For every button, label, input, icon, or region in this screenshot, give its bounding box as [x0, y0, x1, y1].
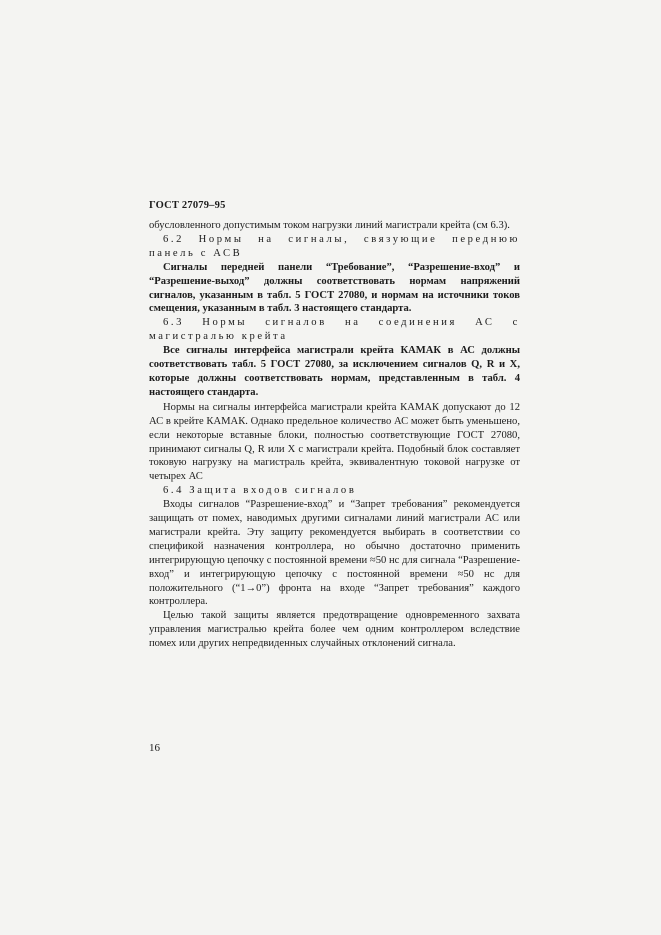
- section-heading-6-2: 6.2 Нормы на сигналы, связующие переднюю панель с АСВ: [149, 233, 520, 259]
- document-body: [149, 219, 520, 651]
- paragraph-input-protection: Входы сигналов “Разрешение-вход” и “Запрет требования” рекомендуется защищать от помех, наводимых другими сигналами линий магистрали АС или магистрали крейта. Эту защиту рекомендуется выбирать в соответствии со спецификой назначения контроллера, но обычно достаточно применить интегрирующую цепочку с постоянной времени ≈50 нс для сигнала “Разрешение-вход” и интегрирующую цепочку с постоянной времени ≈50 нс для положительного (“1→0”) фронта на входе “Запрет требования” каждого контроллера.: [149, 499, 520, 608]
- section-heading-6-4: 6.4 Защита входов сигналов: [163, 485, 357, 497]
- paragraph-signal-norms: Нормы на сигналы интерфейса магистрали крейта КАМАК допускают до 12 АС в крейте КАМАК. Однако предельное количество АС может быть уменьшено, если некоторые вставные блоки, полностью соответствующие ГОСТ 27080, принимают сигналы Q, R или X с магистрали крейта. Подобный блок составляет токовую нагрузку на магистраль крейта, эквивалентную токовой нагрузке от четырех АС: [149, 401, 520, 483]
- document-code-header: ГОСТ 27079–95: [149, 200, 226, 211]
- paragraph-protection-purpose: Целью такой защиты является предотвращение одновременного захвата управления магистралью крейта более чем одним контроллером вследствие помех или других непредвиденных случайных отклонений сигнала.: [149, 610, 520, 650]
- page-number: 16: [149, 742, 160, 754]
- paragraph-requirement-front-panel: Сигналы передней панели “Требование”, “Разрешение-вход” и “Разрешение-выход” должны соответствовать нормам напряжений сигналов, указанным в табл. 5 ГОСТ 27080, и нормам на источники токов смещения, указанным в табл. 3 настоящего стандарта.: [149, 261, 520, 315]
- paragraph-requirement-crate-signals: Все сигналы интерфейса магистрали крейта КАМАК в АС должны соответствовать табл. 5 ГОСТ 27080, за исключением сигналов Q, R и X, которые должны соответствовать нормам, представленным в табл. 4 настоящего стандарта.: [149, 345, 520, 398]
- paragraph-continuation: обусловленного допустимым током нагрузки линий магистрали крейта (см 6.3).: [149, 220, 510, 231]
- section-heading-6-3: 6.3 Нормы сигналов на соединения АС с магистралью крейта: [149, 317, 520, 343]
